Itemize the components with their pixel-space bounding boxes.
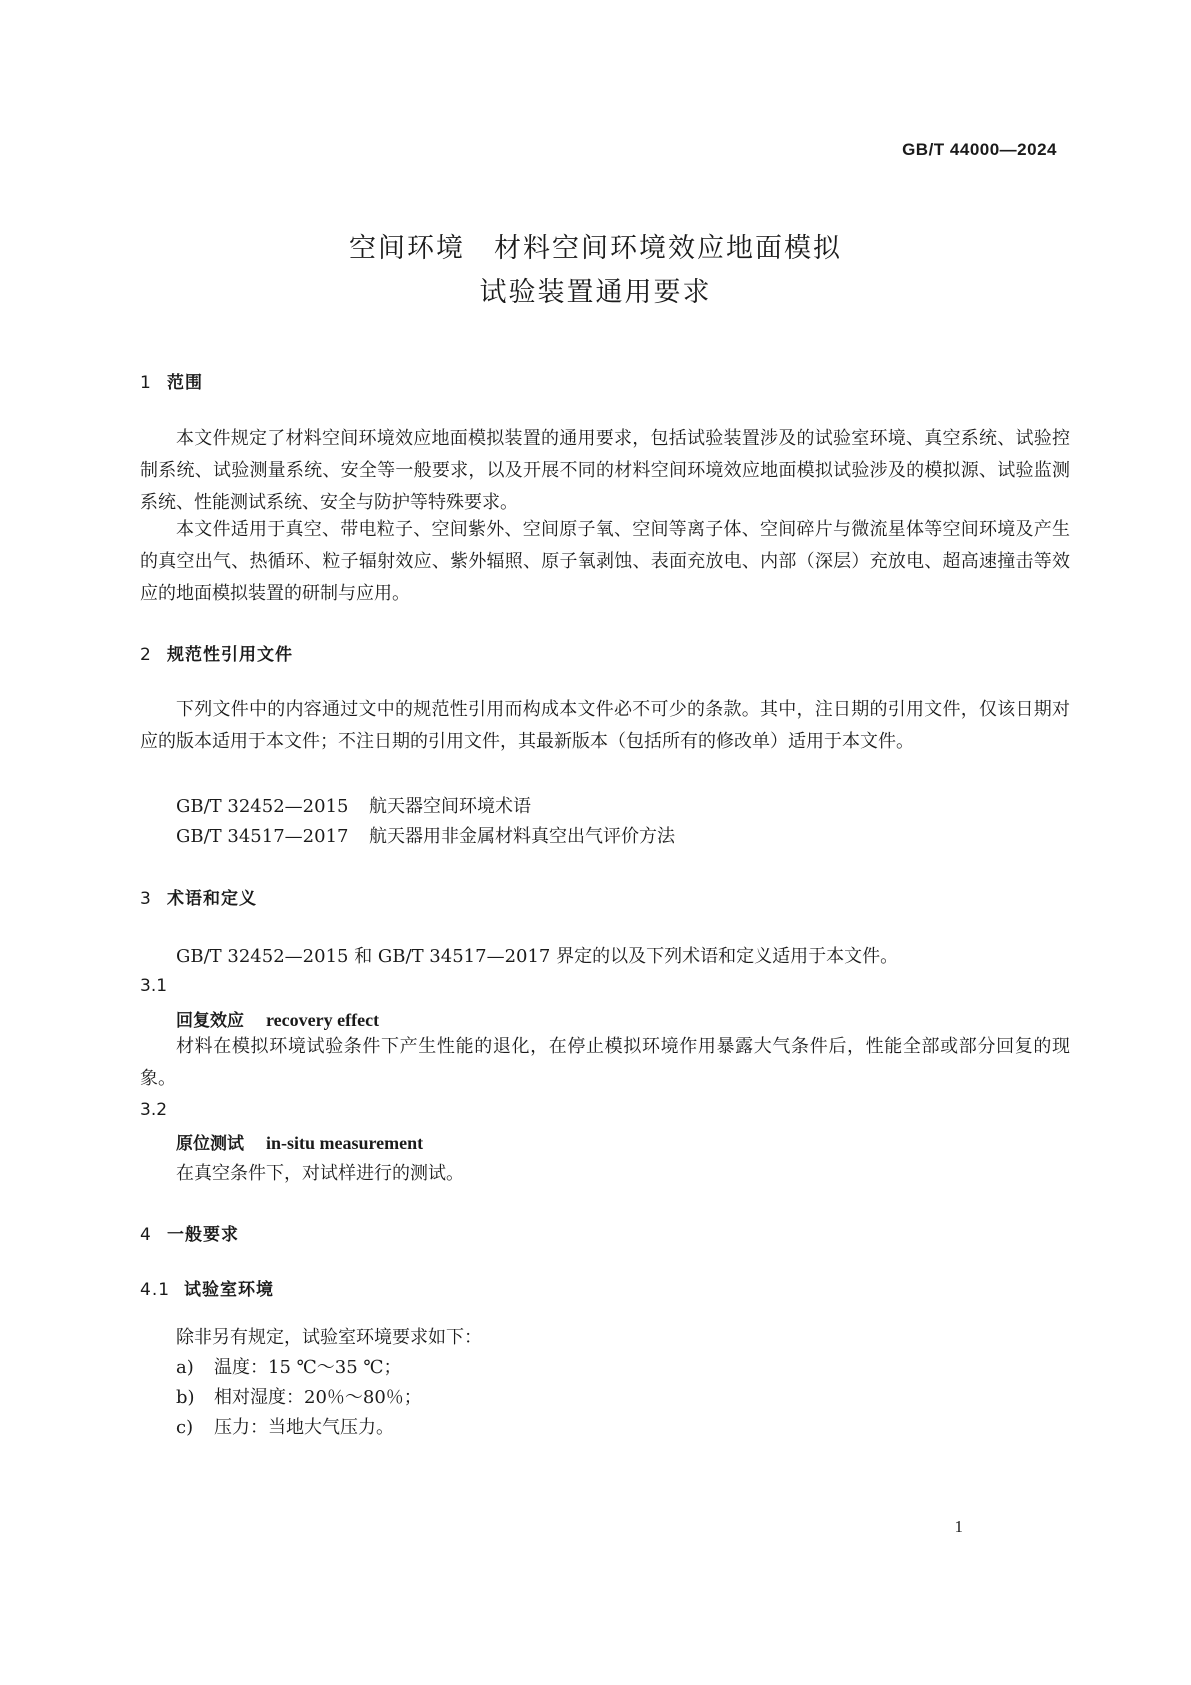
term-number: 3.2 [140, 1100, 168, 1120]
section-title: 规范性引用文件 [167, 645, 293, 665]
subsection-title: 试验室环境 [184, 1280, 274, 1300]
document-title-line1: 空间环境 材料空间环境效应地面模拟 [349, 233, 842, 264]
section-title: 术语和定义 [167, 889, 257, 909]
section-3-heading [140, 884, 257, 909]
reference-code: GB/T 32452—2015 [176, 796, 349, 817]
list-item-label: a) [176, 1357, 194, 1378]
section-3-intro: GB/T 32452—2015 和 GB/T 34517—2017 界定的以及下列术语和定义适用于本文件。 [176, 946, 899, 967]
page-number: 1 [954, 1517, 963, 1536]
section-number: 3 [140, 889, 152, 909]
list-item [176, 1383, 422, 1409]
section-title: 一般要求 [167, 1225, 239, 1245]
term-definition: 材料在模拟环境试验条件下产生性能的退化，在停止模拟环境作用暴露大气条件后，性能全部或部分回复的现象。 [140, 1036, 1070, 1089]
section-2-paragraph: 下列文件中的内容通过文中的规范性引用而构成本文件必不可少的条款。其中，注日期的引用文件，仅该日期对应的版本适用于本文件；不注日期的引用文件，其最新版本（包括所有的修改单）适用于本文件。 [140, 699, 1070, 752]
reference-code: GB/T 34517—2017 [176, 826, 349, 847]
term-english: in-situ measurement [266, 1133, 424, 1153]
list-item [176, 1413, 394, 1439]
list-item-text: 相对湿度：20％～80％； [214, 1387, 422, 1408]
section-1-paragraph-2: 本文件适用于真空、带电粒子、空间紫外、空间原子氧、空间等离子体、空间碎片与微流星体等空间环境及产生的真空出气、热循环、粒子辐射效应、紫外辐照、原子氧剥蚀、表面充放电、内部（深层）充放电、超高速撞击等效应的地面模拟装置的研制与应用。 [140, 519, 1070, 604]
term-heading [176, 1129, 423, 1154]
subsection-4-1-heading [140, 1275, 274, 1300]
section-title: 范围 [167, 373, 203, 393]
list-item-label: c) [176, 1417, 194, 1438]
normative-reference [176, 792, 531, 818]
term-chinese: 原位测试 [176, 1134, 244, 1154]
section-4-heading [140, 1220, 239, 1245]
subsection-number: 4.1 [140, 1280, 171, 1300]
list-item [176, 1353, 402, 1379]
section-number: 4 [140, 1225, 152, 1245]
list-item-label: b) [176, 1387, 195, 1408]
subsection-intro: 除非另有规定，试验室环境要求如下： [176, 1327, 482, 1348]
standard-number: GB/T 44000—2024 [902, 140, 1057, 159]
document-title-line2: 试验装置通用要求 [479, 277, 712, 308]
section-2-heading [140, 640, 293, 665]
normative-reference [176, 822, 675, 848]
term-english: recovery effect [266, 1010, 380, 1030]
section-1-paragraph-1: 本文件规定了材料空间环境效应地面模拟装置的通用要求，包括试验装置涉及的试验室环境、真空系统、试验控制系统、试验测量系统、安全等一般要求，以及开展不同的材料空间环境效应地面模拟试验涉及的模拟源、试验监测系统、性能测试系统、安全与防护等特殊要求。 [140, 428, 1070, 513]
list-item-text: 压力：当地大气压力。 [214, 1417, 394, 1438]
section-number: 2 [140, 645, 152, 665]
term-heading [176, 1006, 379, 1031]
term-definition: 在真空条件下，对试样进行的测试。 [176, 1163, 464, 1184]
term-number: 3.1 [140, 976, 168, 996]
list-item-text: 温度：15 ℃～35 ℃； [214, 1357, 402, 1378]
reference-name: 航天器空间环境术语 [369, 796, 531, 817]
section-1-heading [140, 368, 203, 393]
term-chinese: 回复效应 [176, 1011, 244, 1031]
reference-name: 航天器用非金属材料真空出气评价方法 [369, 826, 675, 847]
section-number: 1 [140, 373, 152, 393]
